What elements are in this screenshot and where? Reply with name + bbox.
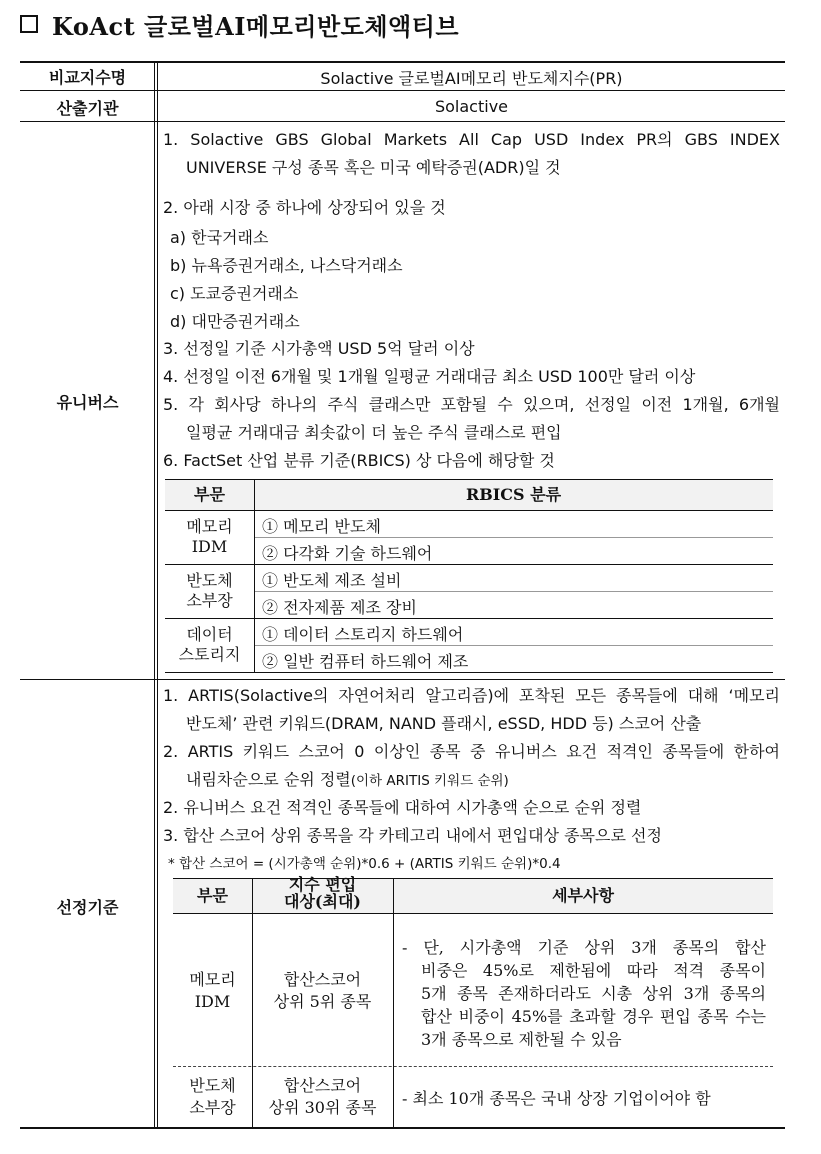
universe-item-6: 6. FactSet 산업 분류 기준(RBICS) 상 다음에 해당할 것 (163, 451, 555, 470)
universe-item-1-line-1: 1. Solactive GBS Global Markets All Cap USD Index PR의 GBS INDEX (163, 130, 780, 149)
selection-detail-line: 비중은 45%로 제한됨에 따라 적격 종목이 (421, 961, 766, 980)
rbics-sector: 메모리 (186, 517, 233, 536)
provider-label: 산출기관 (56, 99, 119, 118)
selection-header-sector: 부문 (197, 886, 228, 905)
rbics-item: ② 다각화 기술 하드웨어 (262, 544, 433, 563)
checkbox-icon (20, 15, 38, 33)
selection-sector: 소부장 (189, 1098, 236, 1117)
selection-row-border (173, 1066, 773, 1067)
universe-item-2: 2. 아래 시장 중 하나에 상장되어 있을 것 (163, 198, 446, 217)
rbics-subrow-border (254, 591, 773, 592)
selection-header-count: 지수 편입 (288, 875, 357, 894)
column-divider (157, 62, 158, 1127)
row-divider (20, 90, 785, 91)
selection-item-2-main: 내림차순으로 순위 정렬 (186, 770, 351, 789)
selection-detail-line: 3개 종목으로 제한될 수 있음 (421, 1030, 622, 1049)
rbics-group-border (165, 618, 773, 619)
score-formula-note: * 합산 스코어 = (시가총액 순위)*0.6 + (ARTIS 키워드 순위)*0.4 (168, 856, 561, 872)
index-name-value: Solactive 글로벌AI메모리 반도체지수(PR) (320, 69, 623, 88)
table-bottom-border (20, 1127, 785, 1129)
rbics-top-border (165, 479, 773, 480)
selection-detail-line: - 단, 시가총액 기준 상위 3개 종목의 합산 (402, 938, 766, 957)
universe-item-3: 3. 선정일 기준 시가총액 USD 5억 달러 이상 (163, 339, 475, 358)
rbics-sector: 스토리지 (178, 645, 241, 664)
rbics-column-divider (254, 480, 255, 672)
selection-item-2-line-2 (186, 767, 509, 790)
selection-count: 상위 30위 종목 (268, 1098, 377, 1117)
market-item: c) 도쿄증권거래소 (170, 284, 299, 303)
selection-detail-line: - 최소 10개 종목은 국내 상장 기업이어야 함 (402, 1089, 711, 1108)
index-name-label: 비교지수명 (48, 68, 127, 87)
selection-column-divider (393, 879, 394, 1127)
selection-sector: 반도체 (189, 1076, 236, 1095)
rbics-header-border (165, 510, 773, 511)
selection-count: 상위 5위 종목 (273, 992, 372, 1011)
provider-value: Solactive (434, 97, 509, 116)
rbics-header-sector: 부문 (194, 485, 225, 504)
rbics-subrow-border (254, 537, 773, 538)
selection-count: 합산스코어 (283, 1076, 362, 1095)
rbics-bottom-border (165, 672, 773, 673)
rbics-item: ② 전자제품 제조 장비 (262, 598, 417, 617)
table-top-border (20, 61, 785, 63)
rbics-item: ① 데이터 스토리지 하드웨어 (262, 625, 464, 644)
universe-label: 유니버스 (56, 393, 119, 412)
selection-label: 선정기준 (56, 898, 119, 917)
rbics-item: ① 반도체 제조 설비 (262, 571, 402, 590)
rbics-sector: 반도체 (186, 571, 233, 590)
market-item: b) 뉴욕증권거래소, 나스닥거래소 (170, 256, 403, 275)
selection-header-count: 대상(최대) (284, 892, 361, 911)
rbics-group-border (165, 564, 773, 565)
market-item: d) 대만증권거래소 (170, 312, 300, 331)
selection-count: 합산스코어 (283, 970, 362, 989)
rbics-sector: 소부장 (186, 591, 233, 610)
universe-item-4: 4. 선정일 이전 6개월 및 1개월 일평균 거래대금 최소 USD 100만 달러 이상 (163, 367, 696, 386)
universe-item-5-line-1: 5. 각 회사당 하나의 주식 클래스만 포함될 수 있으며, 선정일 이전 1개월, 6개월 (163, 395, 780, 414)
selection-item-4: 3. 합산 스코어 상위 종목을 각 카테고리 내에서 편입대상 종목으로 선정 (163, 826, 662, 845)
row-divider (20, 121, 785, 122)
column-divider (154, 62, 155, 1127)
selection-item-2-line-1: 2. ARTIS 키워드 스코어 0 이상인 종목 중 유니버스 요건 적격인 종목들에 한하여 (163, 742, 780, 761)
rbics-sector: IDM (191, 537, 228, 556)
rbics-header-class: RBICS 분류 (465, 485, 562, 504)
selection-item-2-note: (이하 ARITIS 키워드 순위) (350, 773, 509, 789)
rbics-item: ② 일반 컴퓨터 하드웨어 제조 (262, 652, 469, 671)
selection-item-1-line-2: 반도체’ 관련 키워드(DRAM, NAND 플래시, eSSD, HDD 등) 스코어 산출 (186, 714, 702, 733)
selection-item-1-line-1: 1. ARTIS(Solactive의 자연어처리 알고리즘)에 포착된 모든 종목들에 대해 ‘메모리 (163, 686, 780, 705)
selection-detail-line: 5개 종목 존재하더라도 시총 상위 3개 종목의 (421, 984, 766, 1003)
rbics-subrow-border (254, 645, 773, 646)
market-item: a) 한국거래소 (170, 228, 269, 247)
selection-header-detail: 세부사항 (552, 886, 614, 905)
universe-item-5-line-2: 일평균 거래대금 최솟값이 더 높은 주식 클래스로 편입 (186, 423, 562, 442)
selection-sector: 메모리 (189, 970, 236, 989)
row-divider (20, 679, 785, 680)
title-text: KoAct 글로벌AI메모리반도체액티브 (52, 11, 460, 41)
selection-sector: IDM (194, 992, 231, 1011)
rbics-sector: 데이터 (186, 625, 233, 644)
document-title (20, 8, 459, 40)
selection-header-border (173, 913, 773, 914)
rbics-item: ① 메모리 반도체 (262, 517, 381, 536)
selection-detail-line: 합산 비중이 45%를 초과할 경우 편입 종목 수는 (421, 1007, 766, 1026)
selection-item-3: 2. 유니버스 요건 적격인 종목들에 대하여 시가총액 순으로 순위 정렬 (163, 798, 642, 817)
universe-item-1-line-2: UNIVERSE 구성 종목 혹은 미국 예탁증권(ADR)일 것 (186, 158, 561, 177)
